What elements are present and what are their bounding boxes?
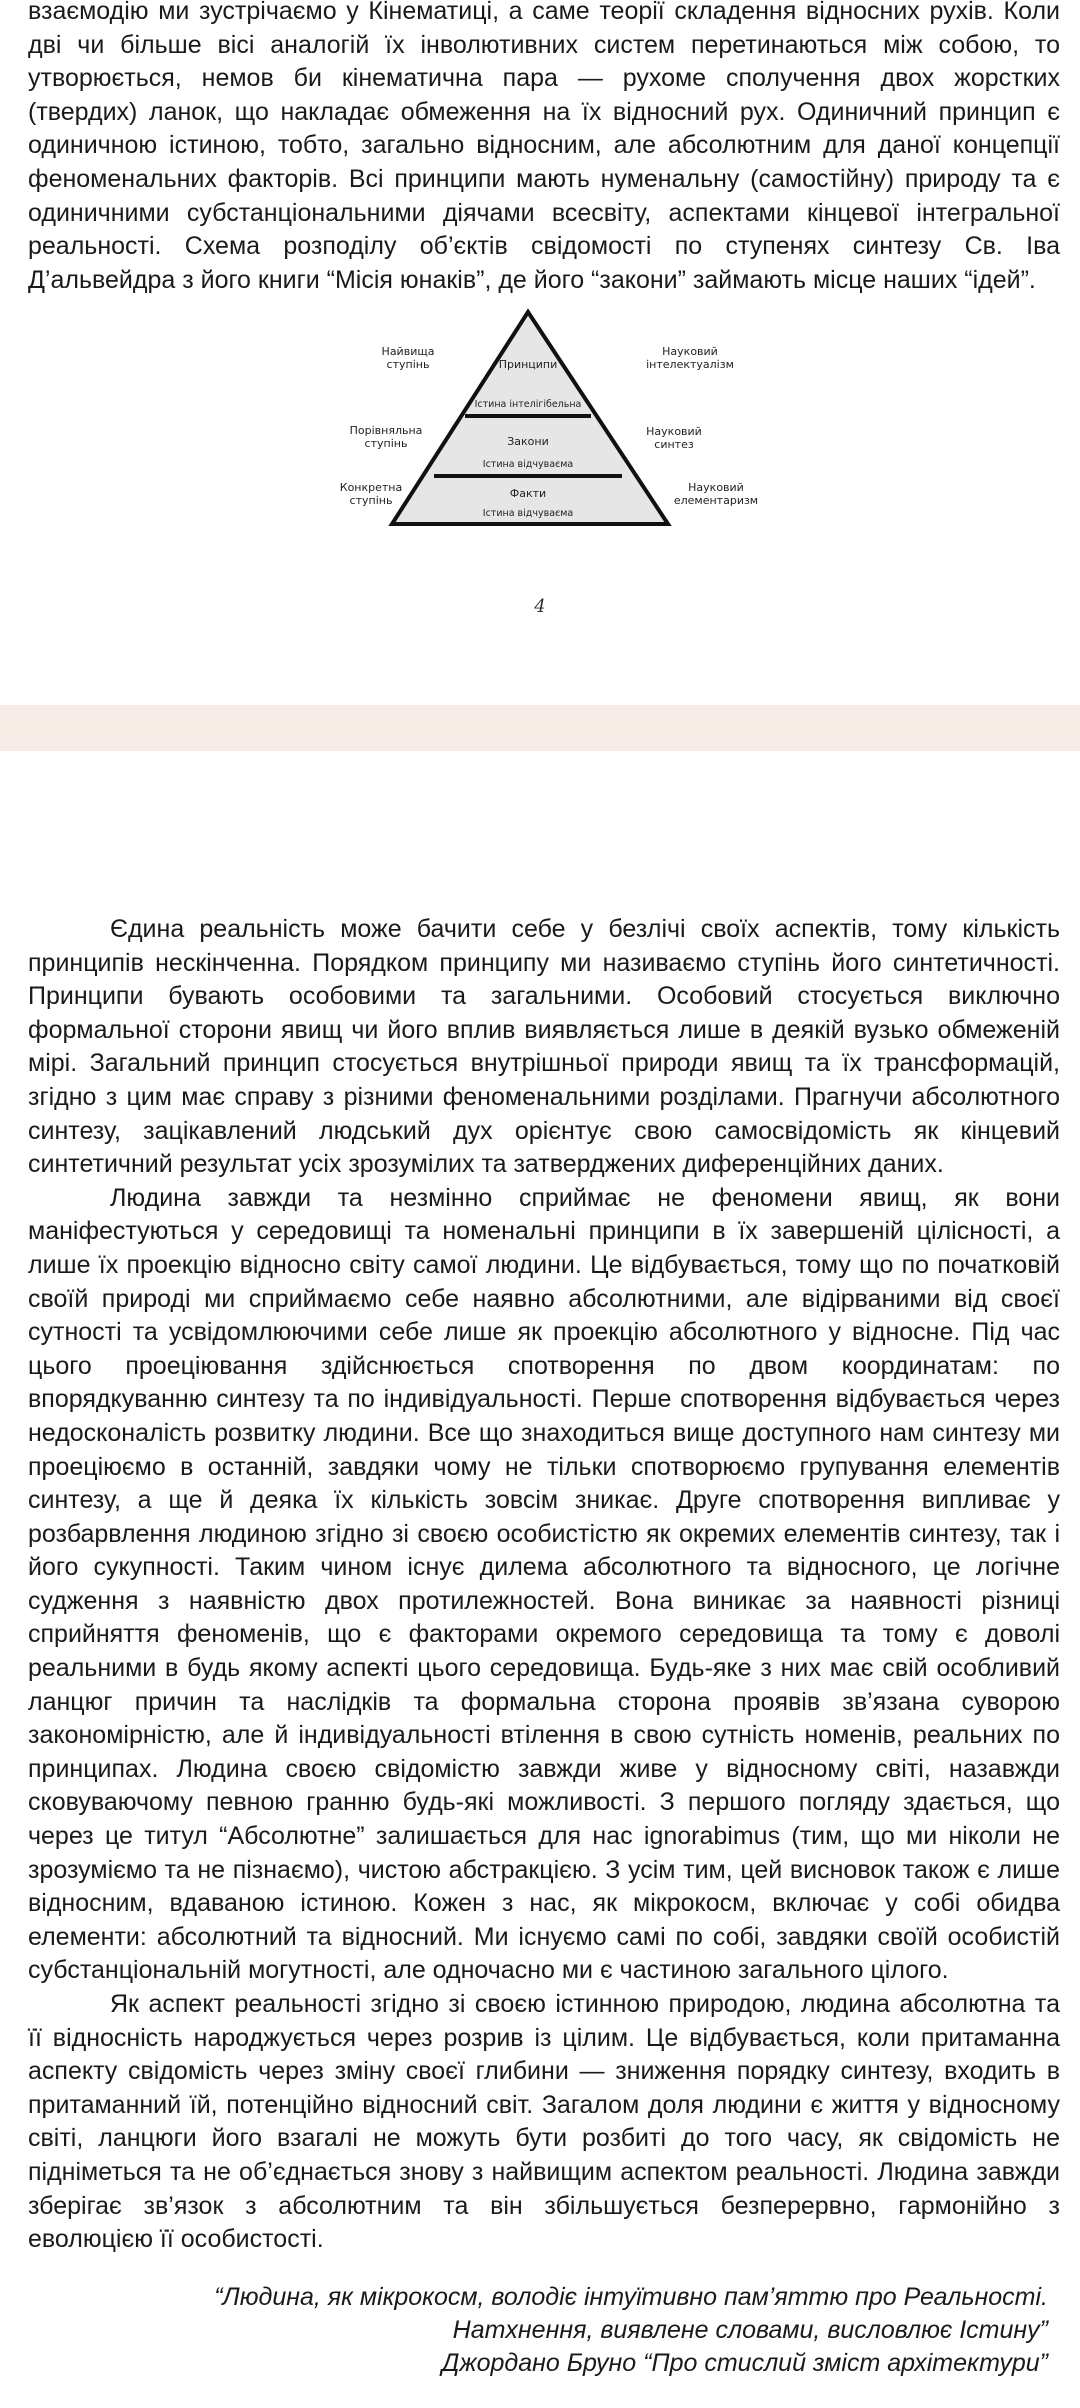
text-line: реальності. Схема розподілу об’єктів свідомості по ступенях синтезу Св. Іва — [28, 232, 1060, 261]
document-page-1 — [0, 0, 1080, 705]
pyramid-level-subtitle: Істина інтелігібельна — [474, 399, 582, 410]
text-line: одиничною істиною, тобто, загально відносним, але абсолютним для даної концепції — [28, 131, 1060, 160]
text-line: своїй природі ми сприймаємо себе наявно абсолютними, але відірваними від своєї — [28, 1284, 1060, 1313]
text-line: її відносність народжується через розрив із цілим. Це відбувається, коли притаманна — [28, 2023, 1060, 2052]
text-line: розбарвлення людиною згідно зі своєю особистістю як окремих елементів синтезу, так і — [28, 1519, 1060, 1548]
text-line: лише їх проекцію відносно світу самої людини. Це відбувається, тому що по початковій — [28, 1250, 1060, 1279]
pyramid-level-title: Принципи — [498, 358, 558, 371]
text-line: елементи: абсолютний та відносний. Ми існуємо самі по собі, завдяки своїй особистій — [28, 1922, 1060, 1951]
pyramid-left-label-line: Порівняльна — [349, 424, 423, 437]
pyramid-level-subtitle: Істина відчуваєма — [482, 508, 574, 519]
text-line: аспекту свідомість через зміну своєї глибини — зниження порядку синтезу, входить в — [28, 2057, 1060, 2086]
text-line: синтетичний результат усіх зрозумілих та затверджених диференційних даних. — [28, 1150, 944, 1179]
text-line: притаманний їй, потенційно відносний світ. Загалом доля людини є життя у відносному — [28, 2090, 1060, 2119]
pyramid-right-label-line: інтелектуалізм — [646, 358, 734, 371]
pyramid-left-label — [326, 481, 416, 507]
pyramid-right-label — [666, 481, 766, 507]
quote-line: Натхнення, виявлене словами, висловлює Істину” — [452, 2316, 1048, 2344]
text-line: зрозуміємо та не пізнаємо), чистою абстракцією. З усім тим, цей висновок також є лише — [28, 1855, 1060, 1884]
text-line: зберігає зв’язок з абсолютним та він збільшується безперервно, гармонійно з — [28, 2191, 1060, 2220]
text-line: принципів нескінченна. Порядком принципу ми називаємо ступінь його синтетичності. — [28, 948, 1060, 977]
page-number: 4 — [534, 596, 546, 617]
pyramid-left-label-line: ступінь — [386, 358, 430, 371]
text-line: (твердих) ланок, що накладає обмеження на їх відносний рух. Одиничний принцип є — [28, 97, 1060, 126]
text-line: судження з наявністю двох протилежностей. Вона виникає за наявності різниці — [28, 1586, 1060, 1615]
pyramid-right-label-line: елементаризм — [673, 494, 759, 507]
text-line: підніметься та не об’єднається знову з найвищим аспектом реальності. Людина завжди — [28, 2157, 1060, 2186]
text-line: Єдина реальність може бачити себе у безлічі своїх аспектів, тому кількість — [110, 915, 1060, 943]
text-line: еволюцією її особистості. — [28, 2225, 324, 2254]
text-line: відносним, вдаваною істиною. Кожен з нас, як мікрокосм, включає у собі обидва — [28, 1889, 1060, 1918]
pyramid-left-label-line: Конкретна — [339, 481, 403, 494]
text-line: синтезу, зацікавлений людський дух орієнтує свою самосвідомість як кінцевий — [28, 1116, 1060, 1145]
text-line: сприйняття феноменів, що є факторами окремого середовища та тому є доволі — [28, 1620, 1060, 1649]
pyramid-diagram — [339, 308, 759, 530]
text-line: Людина завжди та незмінно сприймає не феномени явищ, як вони — [110, 1183, 1060, 1212]
pyramid-left-label — [363, 345, 453, 371]
text-line: феноменальних факторів. Всі принципи мають нуменальну (самостійну) природу та є — [28, 164, 1060, 193]
document-page-2 — [0, 751, 1080, 2408]
pyramid-level-title: Закони — [507, 435, 549, 448]
text-line: Як аспект реальності згідно зі своєю істинною природою, людина абсолютна та — [110, 1990, 1060, 2018]
text-line: формальної сторони явищ чи його вплив виявляється лише в деякій вузько обмеженій — [28, 1015, 1060, 1044]
page-2-text — [28, 913, 1060, 2257]
text-line: маніфестуються у середовищі та номенальні принципи в їх завершеній цілісності, а — [28, 1217, 1060, 1246]
pyramid-left-label-line: ступінь — [349, 494, 393, 507]
pyramid-level-subtitle: Істина відчуваєма — [482, 459, 574, 470]
pyramid-level-title: Факти — [509, 487, 547, 500]
text-line: дві чи більше вісі аналогій їх інволютивних систем перетинаються між собою, то — [28, 30, 1060, 59]
text-line: Принципи бувають особовими та загальними. Особовий стосується виключно — [28, 982, 1060, 1011]
pyramid-left-label — [341, 424, 431, 450]
quote-line: “Людина, як мікрокосм, володіє інтуїтивно пам’яттю про Реальності. — [214, 2283, 1048, 2311]
pyramid-right-label — [640, 345, 740, 371]
text-line: цього проеціювання здійснюється спотворення по двом координатам: по — [28, 1351, 1060, 1380]
text-line: його сукупності. Таким чином існує дилема абсолютного та відносного, це логічне — [28, 1553, 1060, 1582]
text-line: реальними в будь якому аспекті цього середовища. Будь-яке з них має свій особливий — [28, 1654, 1060, 1683]
text-line: субстанціональній могутності, але одночасно ми є частиною загального цілого. — [28, 1956, 949, 1985]
page-1-text — [28, 0, 1060, 297]
text-line: недосконалість розвитку людини. Все що знаходиться вище доступного нам синтезу ми — [28, 1418, 1060, 1447]
text-line: сковуваючому певною гранню будь-які можливості. З першого погляду здається, що — [28, 1788, 1060, 1817]
text-line: утворюється, немов би кінематична пара — рухоме сполучення двох жорстких — [28, 64, 1060, 93]
pyramid-right-label-line: Науковий — [646, 425, 702, 438]
pyramid-right-label-line: Науковий — [688, 481, 744, 494]
text-line: через це титул “Абсолютне” залишається для нас ignorabimus (тим, що ми ніколи не — [28, 1822, 1060, 1851]
pyramid-left-label-line: ступінь — [364, 437, 408, 450]
text-line: одиничними субстанціональними діячами всесвіту, аспектами кінцевої інтегральної — [28, 198, 1060, 227]
text-line: впорядкуванню синтезу та по індивідуальності. Перше спотворення відбувається через — [28, 1385, 1060, 1414]
text-line: синтезу, а ще й деяка їх кількість зовсім зникає. Друге спотворення випливає у — [28, 1486, 1060, 1515]
text-line: Д’альвейдра з його книги “Місія юнаків”, де його “закони” займають місце наших “ідей”. — [28, 265, 1036, 294]
text-line: мірі. Загальний принцип стосується внутрішньої природи явищ та їх трансформацій, — [28, 1049, 1060, 1078]
epigraph-quote — [48, 2281, 1048, 2380]
text-line: згідно з цим має справу з різними феноменальними розділами. Прагнучи абсолютного — [28, 1082, 1060, 1111]
text-line: ланцюг причин та наслідків та формальна сторона проявів зв’язана суворою — [28, 1687, 1060, 1716]
text-line: принципах. Людина своєю свідомістю завжди живе у відносному світі, назавжди — [28, 1754, 1060, 1783]
pyramid-right-label — [624, 425, 724, 451]
page-separator — [0, 705, 1080, 751]
text-line: сутності та усвідомлюючими себе лише як проекцію абсолютного у відносне. Під час — [28, 1318, 1060, 1347]
quote-line: Джордано Бруно “Про стислий зміст архітектури” — [441, 2349, 1048, 2377]
text-line: взаємодію ми зустрічаємо у Кінематиці, а саме теорії складення відносних рухів. Коли — [28, 0, 1060, 25]
text-line: проеціюємо в останній, завдяки чому не тільки спотворюємо групування елементів — [28, 1452, 1060, 1481]
pyramid-right-label-line: синтез — [654, 438, 694, 451]
text-line: світі, ланцюги його взагалі не можуть бути розбиті до того часу, як свідомість не — [28, 2124, 1060, 2153]
pyramid-right-label-line: Науковий — [662, 345, 718, 358]
text-line: закономірністю, але й індивідуальності втілення в свою сутність номенів, реальних по — [28, 1721, 1060, 1750]
pyramid-left-label-line: Найвища — [381, 345, 435, 358]
